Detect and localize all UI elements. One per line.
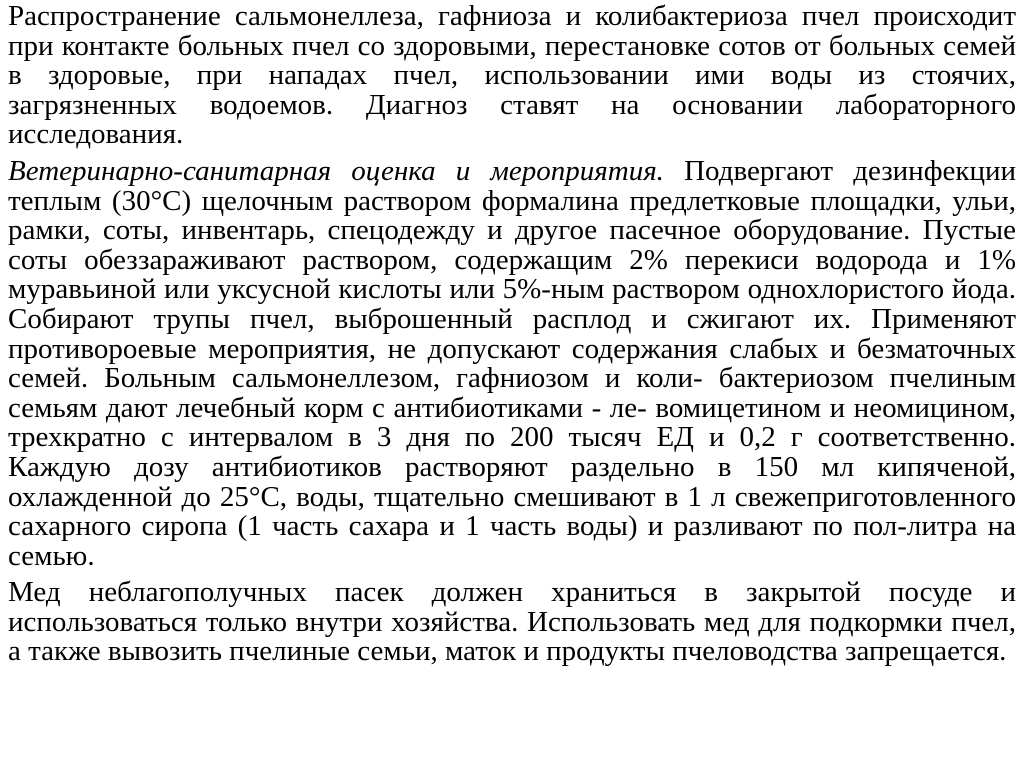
- paragraph-transmission-diagnosis: [8, 2, 1016, 150]
- document-page: [8, 2, 1016, 674]
- paragraph-veterinary-measures: [8, 154, 1017, 572]
- paragraph-1-text: Распространение сальмонеллеза, гафниоза и колибактериоза пчел происходит при контакте больных пчел со здоровыми, перестановке сотов от больных семей в здоровые, при нападах пчел, использовании ими воды из стоячих, загрязненных водоемов. Диагноз ставят на основании лабораторного исследования.: [8, 0, 1016, 151]
- paragraph-3-text: Мед неблагополучных пасек должен храниться в закрытой посуде и использоваться только внутри хозяйства. Использовать мед для подкормки пчел, а также вывозить пчелиные семьи, маток и продукты пчеловодства запрещается.: [8, 576, 1016, 668]
- paragraph-honey-restrictions: [8, 578, 1016, 667]
- section-lead-heading: Ветеринарно-санитарная оценка и мероприятия.: [8, 154, 664, 187]
- paragraph-2-text: Подвергают дезинфекции теплым (30°С) щелочным раствором формалина предлетковые площадки, ульи, рамки, соты, инвентарь, спецодежду и другое пасечное оборудование. Пустые соты обеззараживают раствором, содержащим 2% перекиси водорода и 1% муравьиной или уксусной кислоты или 5%-ным раствором однохлористого йода. Собирают трупы пчел, выброшенный расплод и сжигают их. Применяют противороевые мероприятия, не допускают содержания слабых и безматочных семей. Больным сальмонеллезом, гафниозом и коли- бактериозом пчелиным семьям дают лечебный корм с антибиотиками - ле- вомицетином и неомицином, трехкратно с интервалом в 3 дня по 200 тысяч ЕД и 0,2 г соответственно. Каждую дозу антибиотиков растворяют раздельно в 150 мл кипяченой, охлажденной до 25°С, воды, тщательно смешивают в 1 л свежеприготовленного сахарного сиропа (1 часть сахара и 1 часть воды) и разливают по пол-литра на семью.: [8, 154, 1017, 572]
